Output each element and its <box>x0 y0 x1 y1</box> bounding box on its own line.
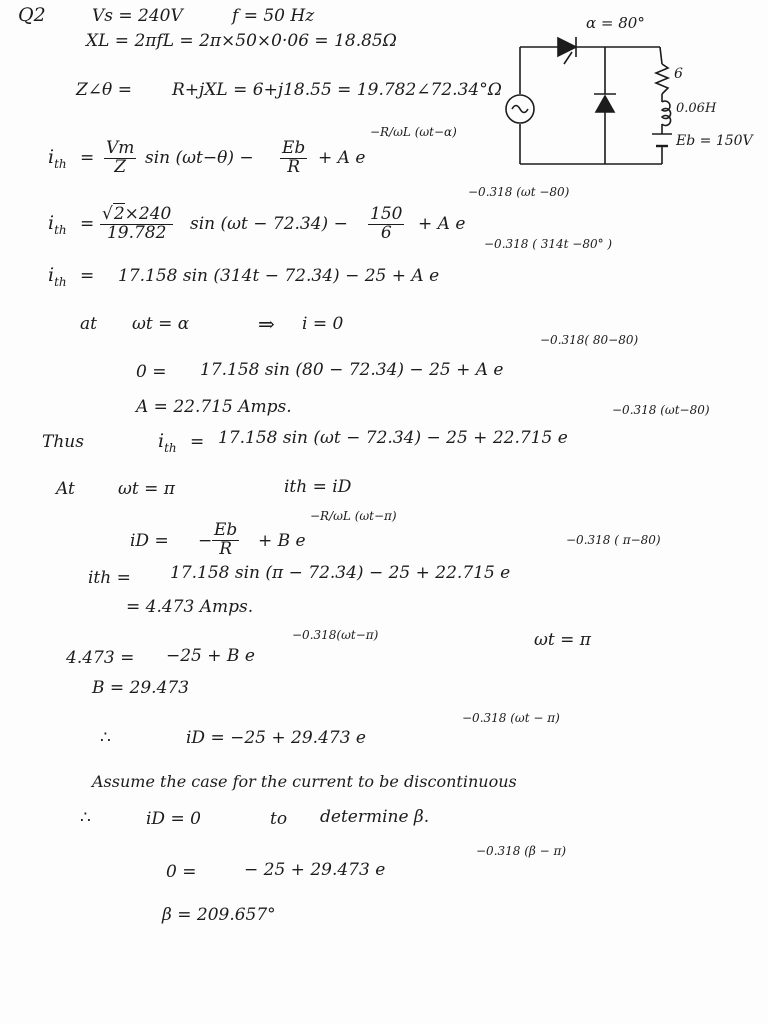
reactance-equation: XL = 2πfL = 2π×50×0·06 = 18.85Ω <box>86 31 397 51</box>
eq4-exponent: −0.318( 80−80) <box>540 333 639 347</box>
eq13-lhs: iD = 0 <box>146 809 201 829</box>
impedance-lhs: Z∠θ = <box>76 80 132 100</box>
eq14-exponent: −0.318 (β − π) <box>476 844 567 858</box>
eq7-minus: − <box>198 531 213 551</box>
eq6-exponent: −0.318 (ωt−80) <box>612 403 710 417</box>
eq7-eb-over-r: $\frac{Eb}{R}$ <box>214 520 238 559</box>
eq1-exponent: −R/ωL (ωt−α) <box>370 125 457 139</box>
cond2-condition: ωt = π <box>118 479 175 499</box>
emf-label: Eb = 150V <box>676 133 753 149</box>
firing-angle-label: α = 80° <box>586 14 645 32</box>
cond1-condition: ωt = α <box>132 314 190 334</box>
eq8-lhs: ith = <box>88 568 131 588</box>
eq2-sin-term: sin (ωt − 72.34) − <box>190 214 348 234</box>
eq7-transient: + B e <box>258 531 306 551</box>
eq7-exponent: −R/ωL (ωt−π) <box>310 509 397 523</box>
inductor-label: 0.06H <box>676 101 717 116</box>
cond1-result: i = 0 <box>302 314 344 334</box>
eq12-exponent: −0.318 (ωt − π) <box>462 711 560 725</box>
eq4-lhs: 0 = <box>136 362 167 382</box>
implies-arrow: ⇒ <box>258 312 275 336</box>
eq1-vm-over-z: $\frac{Vm}{Z}$ <box>106 138 135 177</box>
eq2-amplitude-fraction: $\frac{√2\times 240}{19.782}$ <box>102 204 172 243</box>
eq10-rhs: −25 + B e <box>166 646 255 666</box>
eq13-to: to <box>270 809 288 829</box>
eq10-lhs: 4.473 = <box>66 648 135 668</box>
assumption-text: Assume the case for the current to be discontinuous <box>92 772 517 791</box>
circuit-diagram <box>490 8 768 180</box>
cond2-equality: ith = iD <box>284 477 352 497</box>
therefore-symbol-2: ∴ <box>80 808 91 828</box>
eq1-equals: = <box>80 148 95 168</box>
eq12-rhs: iD = −25 + 29.473 e <box>186 728 366 748</box>
eq2-equals: = <box>80 214 95 234</box>
eq15-beta-value: β = 209.657° <box>162 905 276 925</box>
eq1-lhs: $i_{th}$ <box>48 146 67 171</box>
eq1-eb-over-r: $\frac{Eb}{R}$ <box>282 138 306 177</box>
eq6-rhs: 17.158 sin (ωt − 72.34) − 25 + 22.715 e <box>218 428 568 448</box>
eq3-rhs: 17.158 sin (314t − 72.34) − 25 + A e <box>118 266 440 286</box>
eq4-rhs: 17.158 sin (80 − 72.34) − 25 + A e <box>200 360 504 380</box>
therefore-symbol: ∴ <box>100 728 111 748</box>
supply-frequency: f = 50 Hz <box>232 6 315 26</box>
eq5-a-value: A = 22.715 Amps. <box>136 397 292 417</box>
eq8-exponent: −0.318 ( π−80) <box>566 533 661 547</box>
eq8-rhs: 17.158 sin (π − 72.34) − 25 + 22.715 e <box>170 563 511 583</box>
question-label: Q2 <box>18 4 46 26</box>
supply-voltage: Vs = 240V <box>92 6 183 26</box>
resistor-label: 6 <box>674 66 683 82</box>
eq6-equals: = <box>190 432 205 452</box>
thus-label: Thus <box>42 432 84 452</box>
eq14-rhs: − 25 + 29.473 e <box>244 860 386 880</box>
eq11-b-value: B = 29.473 <box>92 678 190 698</box>
eq10-note: ωt = π <box>534 630 591 650</box>
cond1-at: at <box>80 314 97 334</box>
cond2-at: At <box>56 479 75 499</box>
eq14-lhs: 0 = <box>166 862 197 882</box>
eq10-exponent: −0.318(ωt−π) <box>292 628 379 642</box>
impedance-rhs: R+jXL = 6+j18.55 = 19.782∠72.34°Ω <box>172 80 502 100</box>
eq13-rest: determine β. <box>320 807 430 827</box>
eq3-exponent: −0.318 ( 314t −80° ) <box>484 237 613 251</box>
eq2-exponent: −0.318 (ωt −80) <box>468 185 570 199</box>
eq2-lhs: $i_{th}$ <box>48 212 67 237</box>
eq1-transient: + A e <box>318 148 366 168</box>
eq6-lhs: $i_{th}$ <box>158 430 177 455</box>
eq9-value: = 4.473 Amps. <box>126 597 254 617</box>
eq2-transient: + A e <box>418 214 466 234</box>
eq3-equals: = <box>80 266 95 286</box>
eq2-constant-fraction: $\frac{150}{6}$ <box>370 204 403 243</box>
eq3-lhs: $i_{th}$ <box>48 264 67 289</box>
eq7-lhs: iD = <box>130 531 169 551</box>
eq1-sin-term: sin (ωt−θ) − <box>145 148 254 168</box>
